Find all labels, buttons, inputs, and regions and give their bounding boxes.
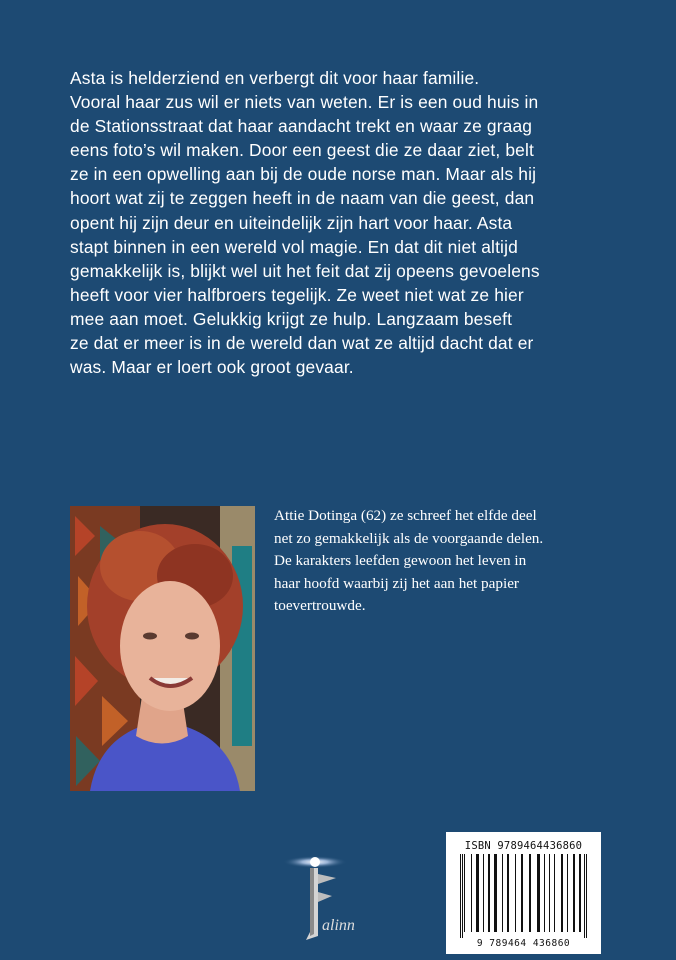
author-bio bbox=[274, 505, 619, 618]
barcode-bar bbox=[464, 854, 465, 932]
barcode-bar bbox=[584, 854, 585, 938]
barcode-bar bbox=[561, 854, 563, 932]
author-bio-line: De karakters leefden gewoon het leven in bbox=[274, 552, 527, 570]
publisher-logo-text: alinn bbox=[322, 917, 355, 934]
barcode-bar bbox=[554, 854, 555, 932]
barcode-bar bbox=[494, 854, 497, 932]
barcode-bar bbox=[502, 854, 503, 932]
blurb-line: was. Maar er loert ook groot gevaar. bbox=[70, 357, 354, 378]
blurb-line: mee aan moet. Gelukkig krijgt ze hulp. Langzaam beseft bbox=[70, 308, 513, 329]
back-cover-blurb bbox=[70, 66, 630, 379]
barcode-bar bbox=[544, 854, 545, 932]
isbn-label: ISBN 9789464436860 bbox=[464, 840, 583, 852]
barcode-bar bbox=[483, 854, 484, 932]
barcode-bar bbox=[521, 854, 523, 932]
blurb-line: opent hij zijn deur en uiteindelijk zijn hart voor haar. Asta bbox=[70, 212, 513, 233]
author-bio-line: toevertrouwde. bbox=[274, 597, 366, 615]
blurb-line: ze dat er meer is in de wereld dan wat ze altijd dacht dat er bbox=[70, 333, 534, 354]
blurb-line: de Stationsstraat dat haar aandacht trekt en waar ze graag bbox=[70, 116, 533, 137]
isbn-barcode bbox=[446, 832, 601, 954]
barcode-bar bbox=[573, 854, 575, 932]
barcode-bar bbox=[462, 854, 463, 938]
blurb-line: hoort wat zij te zeggen heeft in de naam van die geest, dan bbox=[70, 188, 535, 209]
blurb-line: ze in een opwelling aan bij de oude norse man. Maar als hij bbox=[70, 164, 537, 185]
author-bio-line: net zo gemakkelijk als de voorgaande delen. bbox=[274, 529, 544, 547]
barcode-bar bbox=[567, 854, 568, 932]
barcode-bar bbox=[537, 854, 540, 932]
blurb-line: Asta is helderziend en verbergt dit voor haar familie. bbox=[70, 68, 480, 88]
barcode-bar bbox=[515, 854, 516, 932]
author-photo bbox=[70, 506, 255, 791]
barcode-bar bbox=[579, 854, 581, 932]
blurb-line: gemakkelijk is, blijkt wel uit het feit dat zij opeens gevoelens bbox=[70, 260, 540, 281]
barcode-bar bbox=[488, 854, 490, 932]
author-bio-line: haar hoofd waarbij zij het aan het papier bbox=[274, 574, 519, 592]
barcode-bar bbox=[476, 854, 479, 932]
blurb-line: eens foto’s wil maken. Door een geest die ze daar ziet, belt bbox=[70, 140, 534, 161]
publisher-logo-mark bbox=[270, 848, 380, 944]
author-bio-line: Attie Dotinga (62) ze schreef het elfde deel bbox=[274, 507, 537, 524]
barcode-digits: 9 789464 436860 bbox=[476, 938, 571, 949]
barcode-bars bbox=[460, 854, 587, 938]
blurb-line: Vooral haar zus wil er niets van weten. Er is een oud huis in bbox=[70, 92, 539, 113]
author-portrait-illustration bbox=[70, 506, 255, 791]
barcode-bar bbox=[529, 854, 531, 932]
barcode-bar bbox=[586, 854, 587, 938]
barcode-bar bbox=[549, 854, 550, 932]
barcode-bar bbox=[507, 854, 509, 932]
barcode-bar bbox=[460, 854, 461, 938]
publisher-logo bbox=[270, 848, 380, 944]
blurb-line: stapt binnen in een wereld vol magie. En dat dit niet altijd bbox=[70, 236, 518, 257]
barcode-bar bbox=[471, 854, 472, 932]
blurb-line: heeft voor vier halfbroers tegelijk. Ze weet niet wat ze hier bbox=[70, 284, 524, 305]
